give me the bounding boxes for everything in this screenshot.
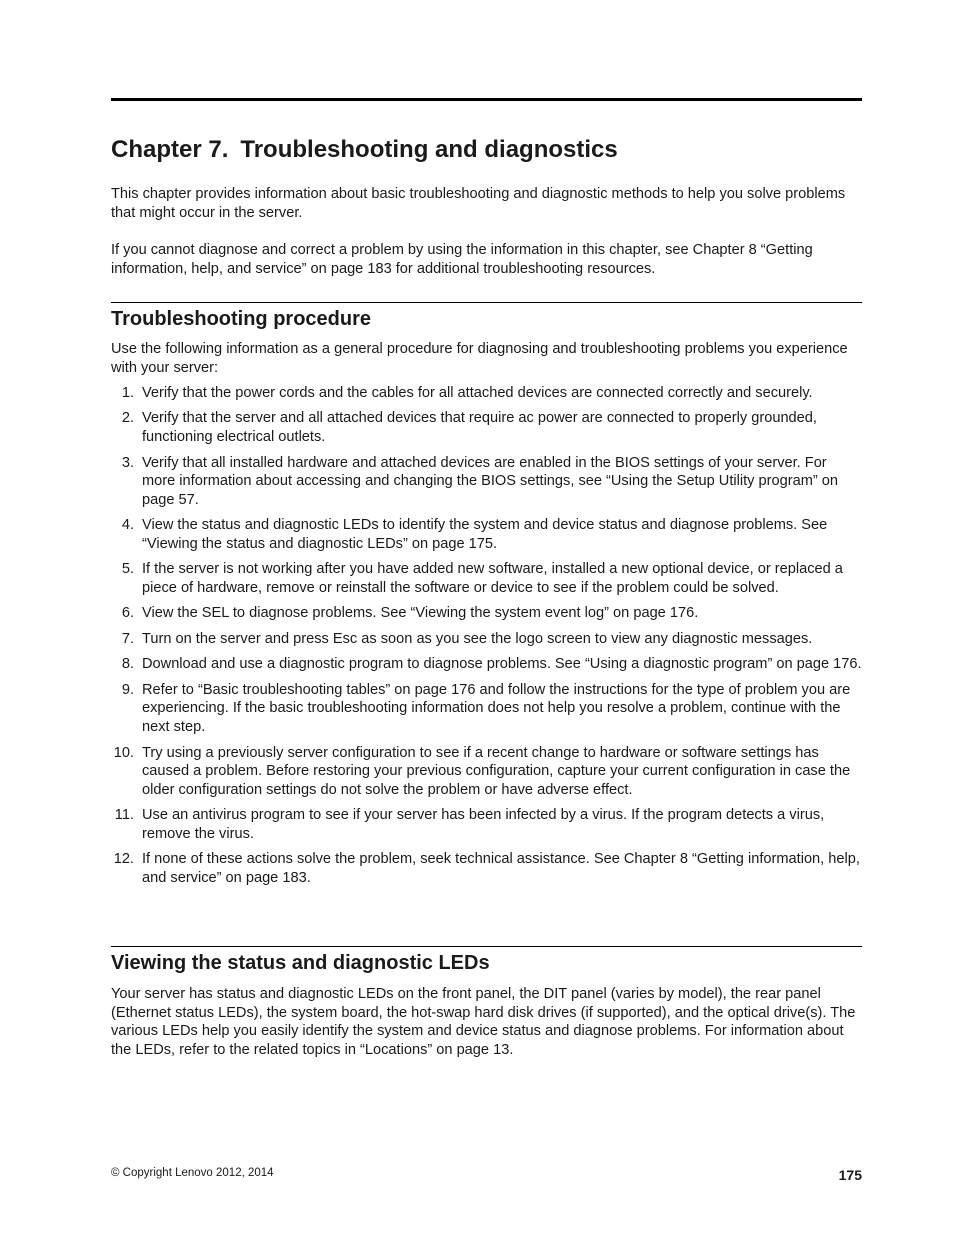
step-text: View the SEL to diagnose problems. See “Viewing the system event log” on page 176.: [142, 605, 699, 622]
procedure-step: [111, 560, 863, 597]
step-number: 4.: [121, 517, 134, 534]
chapter-number: Chapter 7.: [111, 136, 229, 163]
chapter-title-text: Troubleshooting and diagnostics: [240, 136, 618, 163]
step-text: Try using a previously server configuration to see if a recent change to hardware or software settings has caused a problem. Before restoring your previous configuration, capture your current configuration in case the older configuration settings do not solve the problem or have adverse effect.: [142, 744, 851, 798]
step-number: 3.: [121, 454, 134, 471]
procedure-step: [111, 384, 863, 403]
step-text: View the status and diagnostic LEDs to identify the system and device status and diagnose problems. See “Viewing the status and diagnostic LEDs” on page 175.: [142, 517, 828, 552]
step-number: 2.: [121, 410, 134, 427]
step-text: If none of these actions solve the problem, seek technical assistance. See Chapter 8 “Getting information, help, and service” on page 183.: [142, 851, 860, 886]
procedure-step: [111, 516, 863, 553]
step-number: 9.: [121, 681, 134, 698]
procedure-step: [111, 850, 863, 887]
step-text: Verify that the server and all attached devices that require ac power are connected to properly grounded, functioning electrical outlets.: [142, 410, 817, 446]
procedure-step: [111, 454, 863, 510]
step-text: Turn on the server and press Esc as soon as you see the logo screen to view any diagnostic messages.: [142, 630, 813, 647]
footer-page-number: 175: [838, 1167, 862, 1183]
step-number: 5.: [121, 561, 134, 578]
chapter-title: [111, 133, 618, 167]
procedure-step: [111, 655, 863, 674]
procedure-step: [111, 604, 863, 623]
step-text: Verify that all installed hardware and attached devices are enabled in the BIOS settings of your server. For more information about accessing and changing the BIOS settings, see “Using the Setup Utility program” on page 57.: [142, 454, 839, 508]
section-rule-procedure: [111, 302, 862, 303]
footer-copyright: © Copyright Lenovo 2012, 2014: [111, 1167, 274, 1179]
procedure-step: [111, 630, 863, 649]
intro-paragraph-1: This chapter provides information about basic troubleshooting and diagnostic methods to help you solve problems that might occur in the server.: [111, 186, 846, 221]
chapter-rule: [111, 98, 862, 101]
step-number: 6.: [121, 605, 134, 622]
section-heading-leds: Viewing the status and diagnostic LEDs: [111, 952, 490, 974]
leds-paragraph: Your server has status and diagnostic LEDs on the front panel, the DIT panel (varies by model), the rear panel (Ethernet status LEDs), the system board, the hot-swap hard disk drives (if supported), and the optical drive(s). The various LEDs help you easily identify the system and device status and diagnose problems. For information about the LEDs, refer to the related topics in “Locations” on page 13.: [111, 986, 856, 1058]
procedure-step: [111, 806, 863, 843]
step-text: Refer to “Basic troubleshooting tables” on page 176 and follow the instructions for the type of problem you are experiencing. If the basic troubleshooting information does not help you resolve a problem, continue with the next step.: [142, 681, 851, 736]
procedure-steps-list: [111, 384, 863, 894]
step-number: 12.: [113, 851, 134, 868]
step-number: 10.: [113, 744, 134, 761]
procedure-step: [111, 681, 863, 737]
step-number: 1.: [121, 385, 134, 401]
step-number: 7.: [121, 630, 134, 647]
step-number: 8.: [121, 656, 134, 673]
procedure-lead-paragraph: Use the following information as a general procedure for diagnosing and troubleshooting problems you experience with your server:: [111, 341, 848, 376]
step-text: Verify that the power cords and the cables for all attached devices are connected correctly and securely.: [142, 385, 813, 401]
section-rule-leds: [111, 946, 862, 947]
intro-paragraph-2: If you cannot diagnose and correct a problem by using the information in this chapter, see Chapter 8 “Getting information, help, and service” on page 183 for additional troubleshooting resources.: [111, 242, 813, 277]
section-heading-procedure: Troubleshooting procedure: [111, 308, 372, 330]
step-text: Download and use a diagnostic program to diagnose problems. See “Using a diagnostic program” on page 176.: [142, 656, 862, 673]
step-text: If the server is not working after you have added new software, installed a new optional device, or replaced a piece of hardware, remove or reinstall the software or device to see if the problem could be solved.: [142, 561, 843, 596]
step-number: 11.: [114, 807, 134, 824]
procedure-step: [111, 744, 863, 800]
procedure-step: [111, 409, 863, 446]
step-text: Use an antivirus program to see if your server has been infected by a virus. If the program detects a virus, remove the virus.: [142, 807, 825, 842]
